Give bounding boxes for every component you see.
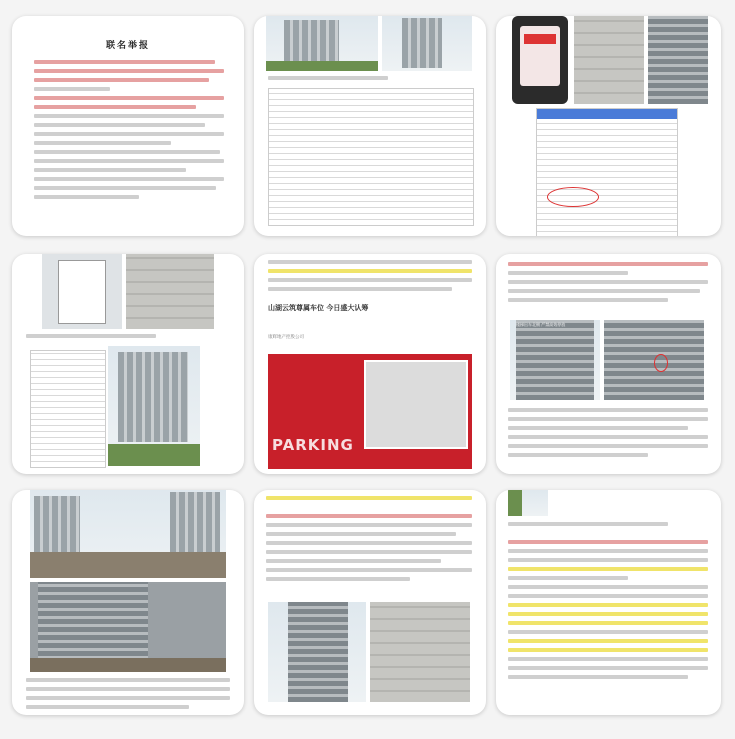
scaffold-photo [30, 582, 226, 672]
document-page-2 [254, 16, 486, 236]
facade-photo [370, 602, 470, 702]
construction-photo [30, 490, 226, 578]
document-page-3 [496, 16, 721, 236]
label-photo [42, 254, 122, 329]
document-page-6 [496, 254, 721, 474]
building-photo-2 [382, 16, 472, 71]
document-photo [268, 88, 474, 226]
screenshot-photo [30, 350, 106, 468]
letter-body [34, 60, 224, 204]
parking-banner-text: PARKING [272, 436, 354, 454]
facade-photo-2 [648, 16, 708, 104]
document-page-8 [254, 490, 486, 715]
document-page-7 [12, 490, 244, 715]
document-page-1 [12, 16, 244, 236]
building-photo [268, 602, 366, 702]
window-photo [508, 490, 548, 516]
document-page-5 [254, 254, 486, 474]
facade-photo [574, 16, 644, 104]
ad-headline: 山湖云筑尊属车位 今日盛大认筹 [268, 304, 369, 312]
facade-photo [126, 254, 214, 329]
building-photo [108, 346, 200, 466]
document-page-9 [496, 490, 721, 715]
facade-photo-2 [604, 320, 704, 400]
page-title: 联名举报 [105, 41, 150, 51]
screenshot-photo [536, 108, 678, 236]
phone-photo [512, 16, 568, 104]
building-photo [266, 16, 378, 71]
ad-company: 康辉地产控股公司 [268, 335, 304, 340]
parking-ad-image [268, 354, 472, 469]
document-page-4 [12, 254, 244, 474]
photo-callout: 楼梯出车北侧 严禁高效停放 [516, 322, 566, 327]
facade-photo [510, 320, 600, 400]
